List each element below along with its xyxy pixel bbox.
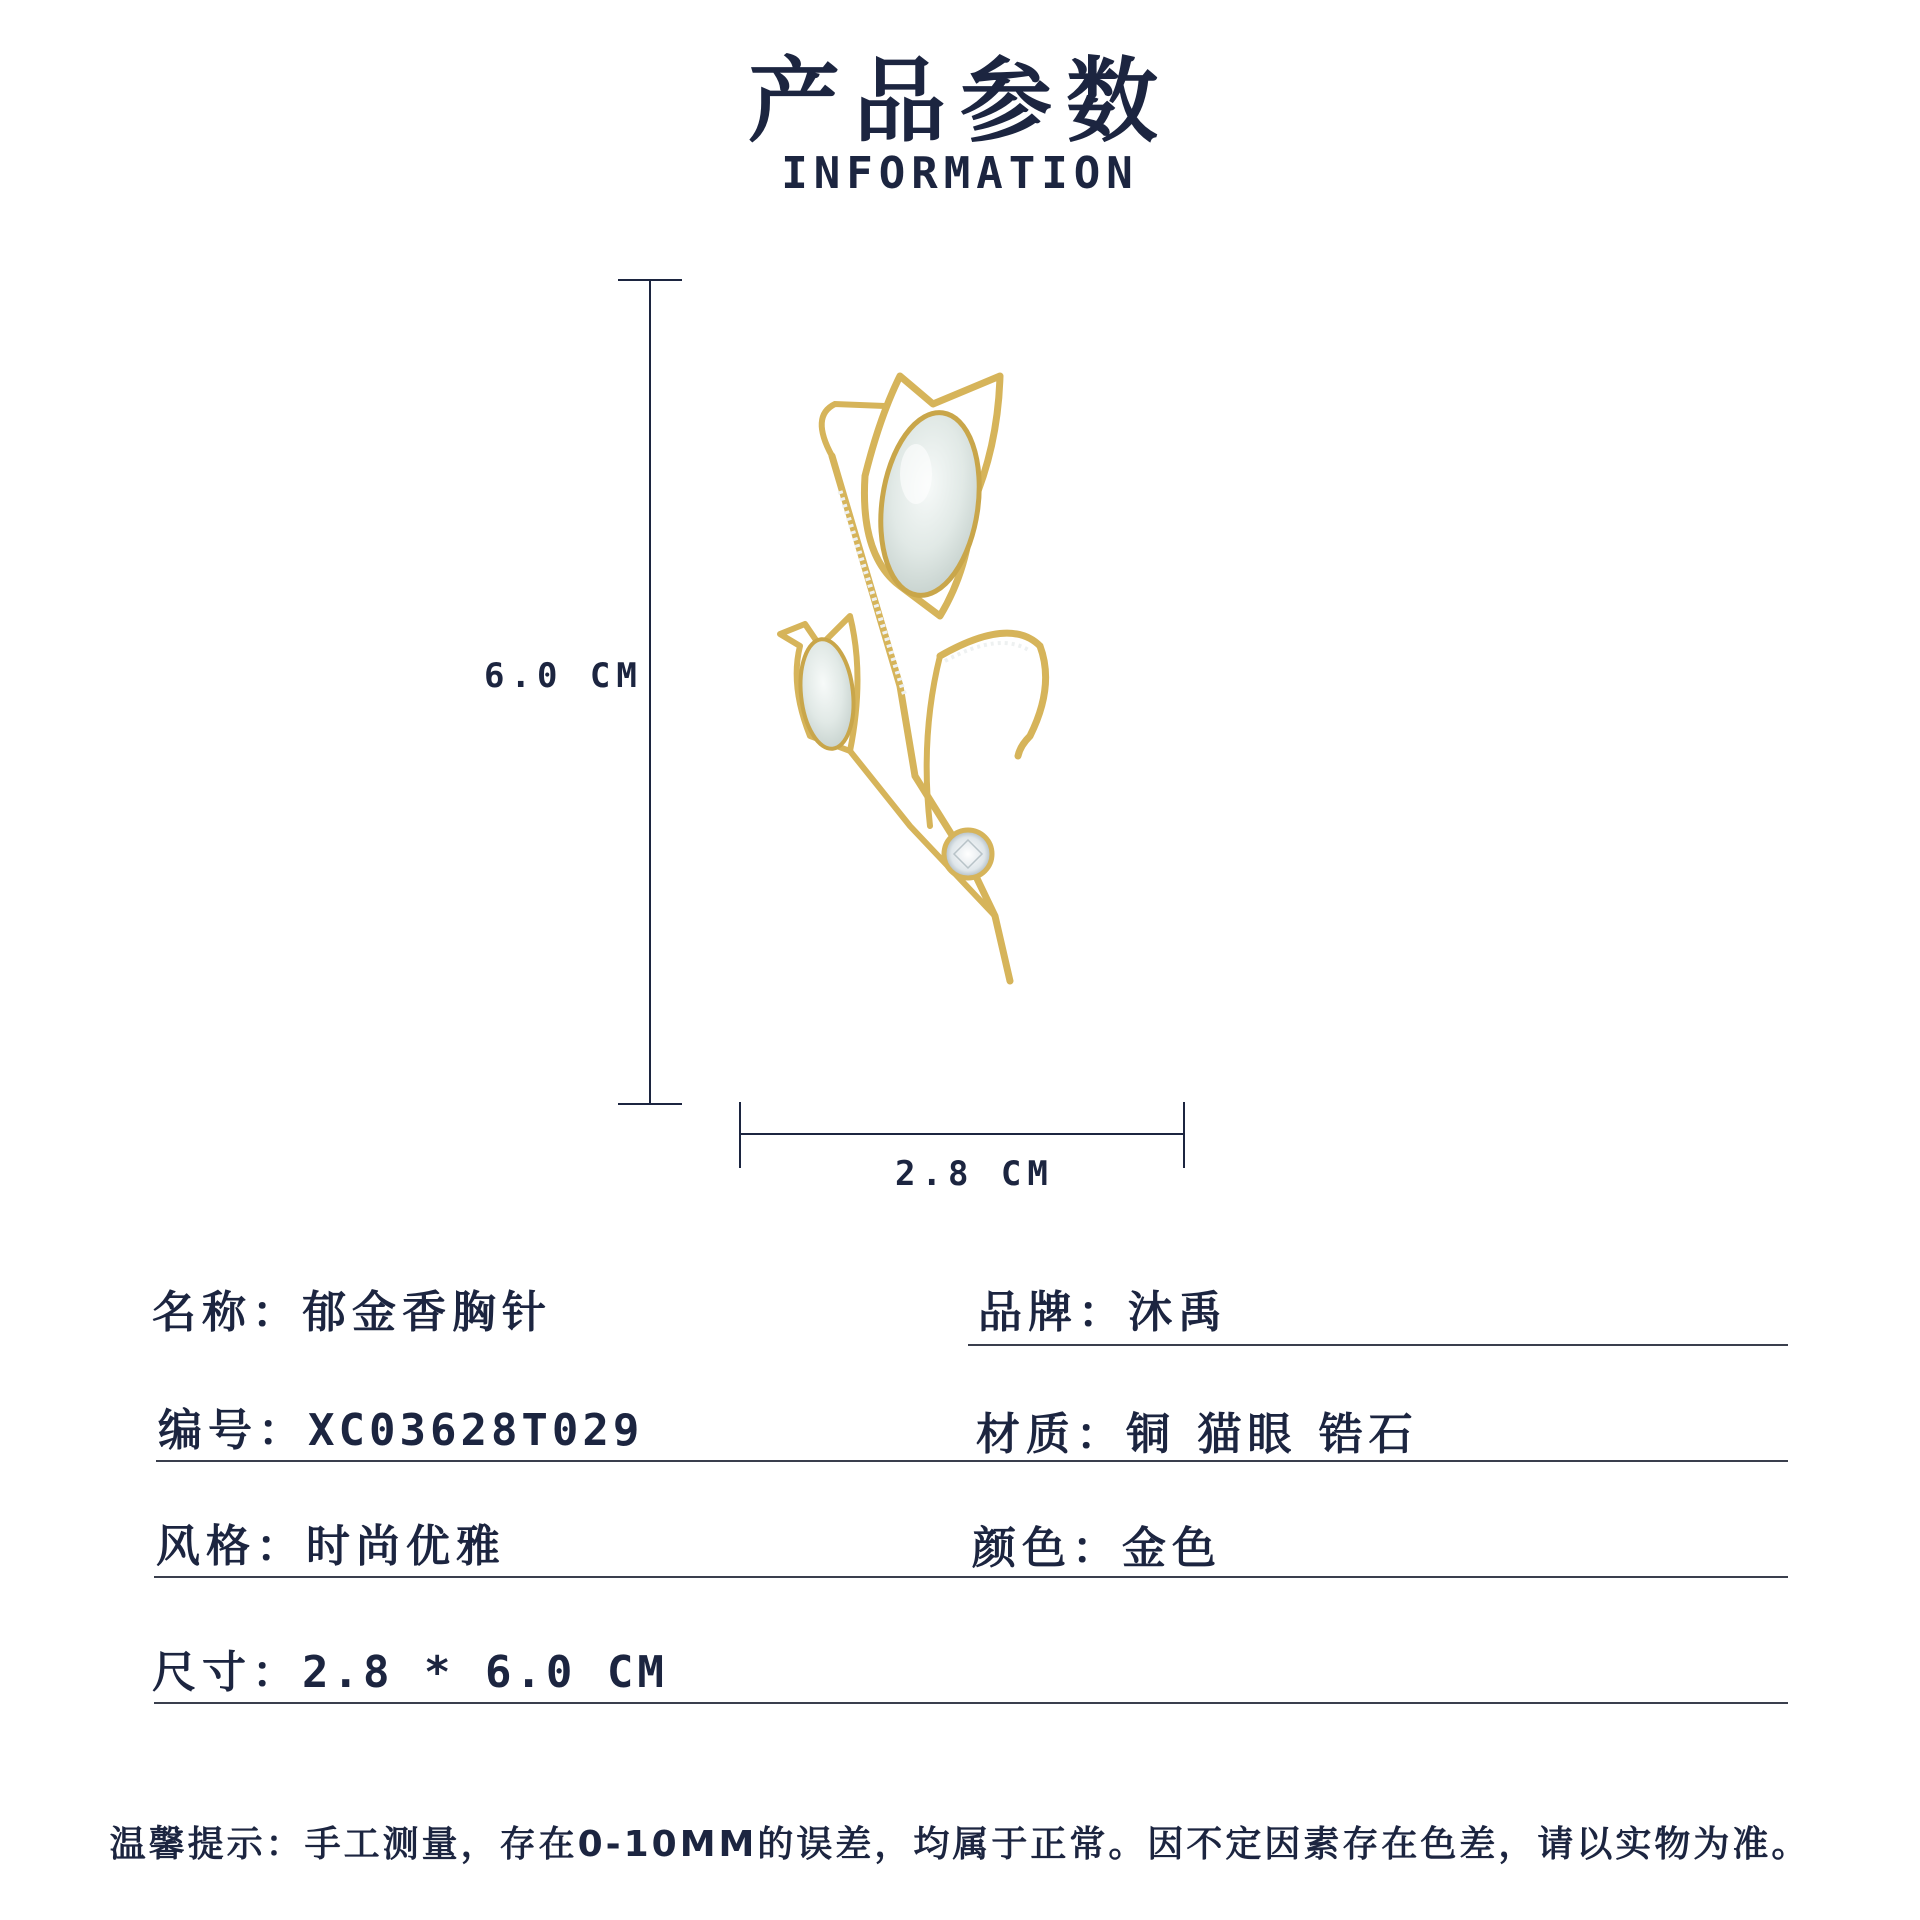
spec-material-value: 铜 猫眼 锆石 bbox=[1126, 1409, 1419, 1460]
spec-brand-label: 品牌： bbox=[978, 1287, 1128, 1338]
spec-material-label: 材质： bbox=[976, 1409, 1126, 1460]
page-title: 产品参数 bbox=[747, 47, 1172, 155]
divider bbox=[154, 1702, 1788, 1704]
spec-style-label: 风格： bbox=[156, 1521, 306, 1572]
spec-code bbox=[158, 1394, 643, 1458]
spec-style bbox=[156, 1510, 506, 1574]
divider bbox=[968, 1344, 1788, 1346]
spec-size bbox=[152, 1636, 668, 1700]
measurement-note: 温馨提示：手工测量，存在0-10MM的误差，均属于正常。因不定因素存在色差，请以实物为准。 bbox=[109, 1824, 1811, 1865]
spec-brand-value: 沐禹 bbox=[1128, 1287, 1228, 1338]
spec-color bbox=[972, 1512, 1222, 1576]
divider bbox=[156, 1460, 1788, 1462]
spec-code-value: XC03628T029 bbox=[308, 1405, 644, 1456]
width-label: 2.8 CM bbox=[895, 1154, 1054, 1194]
spec-brand bbox=[978, 1276, 1228, 1340]
spec-color-label: 颜色： bbox=[972, 1523, 1122, 1574]
spec-material bbox=[976, 1398, 1419, 1462]
spec-name-label: 名称： bbox=[152, 1287, 302, 1338]
spec-color-value: 金色 bbox=[1122, 1523, 1222, 1574]
height-label: 6.0 CM bbox=[484, 656, 643, 696]
page-subtitle: INFORMATION bbox=[781, 148, 1139, 199]
divider bbox=[154, 1576, 1788, 1578]
spec-size-label: 尺寸： bbox=[152, 1647, 302, 1698]
tulip-brooch-image bbox=[740, 356, 1120, 996]
spec-code-label: 编号： bbox=[158, 1405, 308, 1456]
spec-name bbox=[152, 1276, 552, 1340]
spec-name-value: 郁金香胸针 bbox=[302, 1287, 552, 1338]
spec-style-value: 时尚优雅 bbox=[306, 1521, 506, 1572]
spec-size-value: 2.8 * 6.0 CM bbox=[302, 1647, 668, 1698]
